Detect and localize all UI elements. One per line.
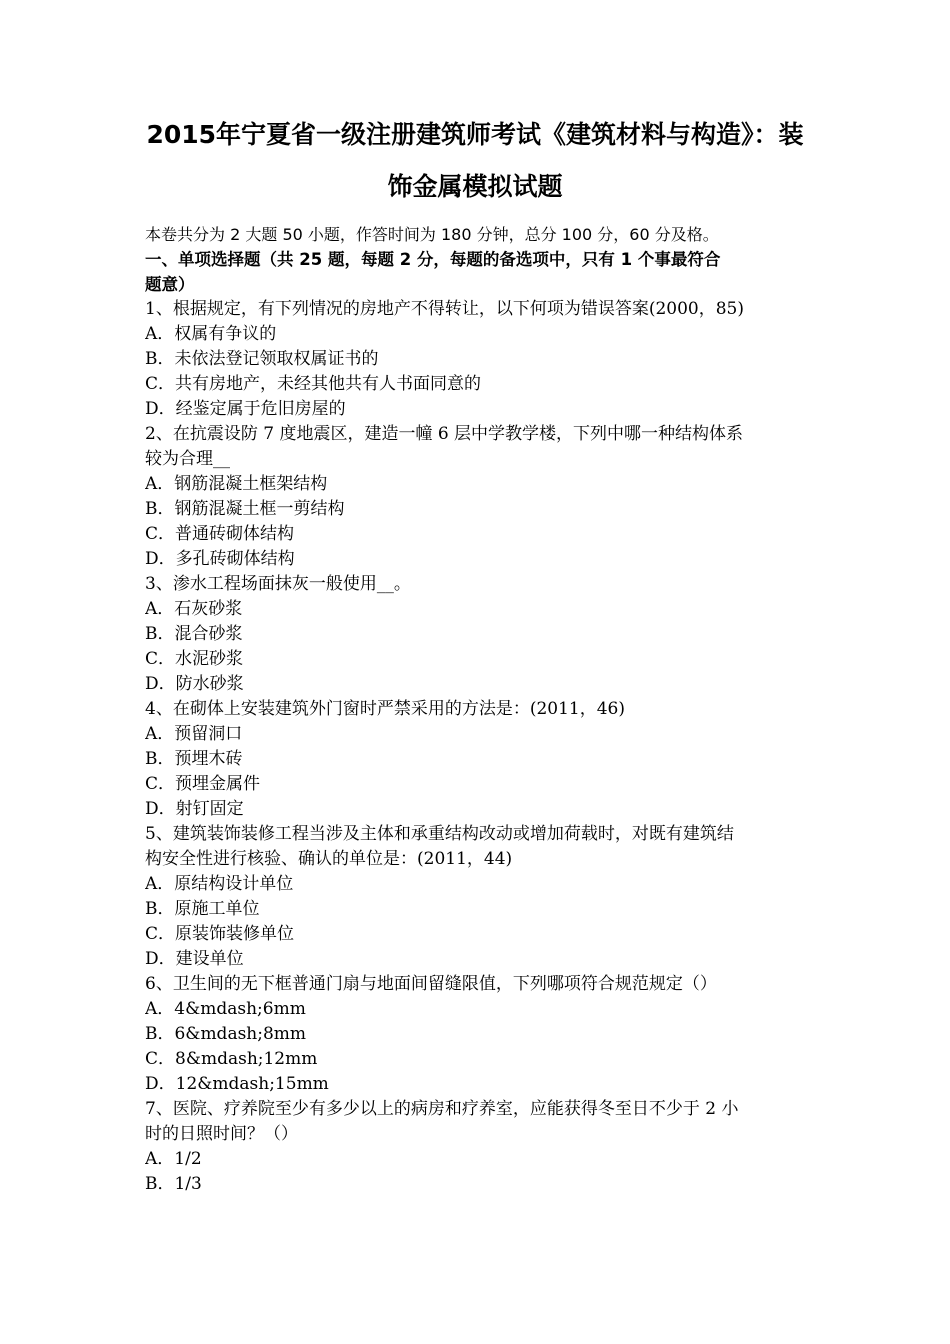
question-5-option-c: C．原装饰装修单位 xyxy=(145,924,295,944)
document-body xyxy=(145,222,813,1197)
question-1: 1、根据规定，有下列情况的房地产不得转让，以下何项为错误答案(2000，85) xyxy=(145,299,744,319)
question-6: 6、卫生间的无下框普通门扇与地面间留缝限值，下列哪项符合规范规定（） xyxy=(145,974,717,994)
question-4-option-d: D．射钉固定 xyxy=(145,799,244,819)
question-6-option-c: C．8&mdash;12mm xyxy=(145,1049,318,1069)
question-7-option-b: B．1/3 xyxy=(145,1174,202,1194)
question-3: 3、渗水工程场面抹灰一般使用__。 xyxy=(145,574,411,594)
question-2: 2、在抗震设防 7 度地震区，建造一幢 6 层中学教学楼，下列中哪一种结构体系 xyxy=(145,424,744,444)
question-1-option-c: C．共有房地产，未经其他共有人书面同意的 xyxy=(145,374,482,394)
question-5: 5、建筑装饰装修工程当涉及主体和承重结构改动或增加荷载时，对既有建筑结 xyxy=(145,824,734,844)
question-5-option-a: A．原结构设计单位 xyxy=(145,874,294,894)
question-2-option-b: B．钢筋混凝土框一剪结构 xyxy=(145,499,345,519)
question-3-option-a: A．石灰砂浆 xyxy=(145,599,243,619)
question-4: 4、在砌体上安装建筑外门窗时严禁采用的方法是：(2011，46) xyxy=(145,699,625,719)
question-5-option-d: D．建设单位 xyxy=(145,949,244,969)
question-1-option-a: A．权属有争议的 xyxy=(145,324,277,344)
question-7: 7、医院、疗养院至少有多少以上的病房和疗养室，应能获得冬至日不少于 2 小 xyxy=(145,1099,739,1119)
document-title-line-2: 饰金属模拟试题 xyxy=(387,172,563,201)
question-1-option-d: D．经鉴定属于危旧房屋的 xyxy=(145,399,346,419)
section-heading-continued: 题意） xyxy=(145,275,195,294)
question-6-option-b: B．6&mdash;8mm xyxy=(145,1024,307,1044)
question-5-continued: 构安全性进行核验、确认的单位是：(2011，44) xyxy=(145,849,513,869)
document-title-line-1: 2015年宁夏省一级注册建筑师考试《建筑材料与构造》：装 xyxy=(146,120,804,149)
exam-intro: 本卷共分为 2 大题 50 小题，作答时间为 180 分钟，总分 100 分，60 分及格。 xyxy=(145,225,719,244)
question-4-option-b: B．预埋木砖 xyxy=(145,749,243,769)
question-1-option-b: B．未依法登记领取权属证书的 xyxy=(145,349,379,369)
question-3-option-b: B．混合砂浆 xyxy=(145,624,243,644)
question-3-option-c: C．水泥砂浆 xyxy=(145,649,244,669)
question-6-option-d: D．12&mdash;15mm xyxy=(145,1074,329,1094)
question-3-option-d: D．防水砂浆 xyxy=(145,674,244,694)
question-7-continued: 时的日照时间？（） xyxy=(145,1124,298,1144)
question-5-option-b: B．原施工单位 xyxy=(145,899,260,919)
question-4-option-c: C．预埋金属件 xyxy=(145,774,261,794)
question-2-option-a: A．钢筋混凝土框架结构 xyxy=(145,474,328,494)
question-2-continued: 较为合理__ xyxy=(145,449,230,469)
question-7-option-a: A．1/2 xyxy=(145,1149,202,1169)
question-6-option-a: A．4&mdash;6mm xyxy=(145,999,306,1019)
question-2-option-c: C．普通砖砌体结构 xyxy=(145,524,295,544)
section-heading: 一、单项选择题（共 25 题，每题 2 分，每题的备选项中，只有 1 个事最符合 xyxy=(145,250,721,269)
question-2-option-d: D．多孔砖砌体结构 xyxy=(145,549,295,569)
question-4-option-a: A．预留洞口 xyxy=(145,724,243,744)
